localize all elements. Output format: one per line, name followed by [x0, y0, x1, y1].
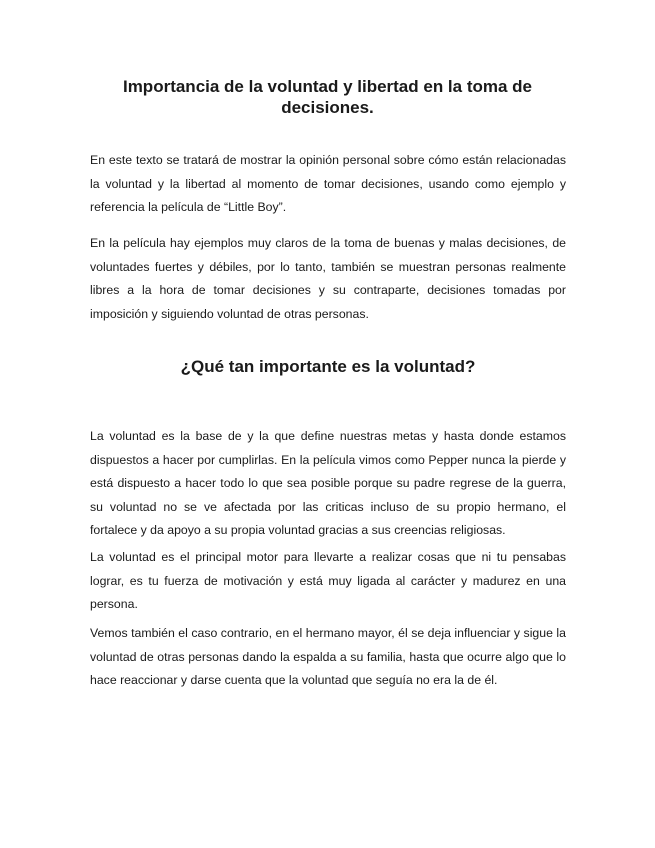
- section-paragraph-3: Vemos también el caso contrario, en el hermano mayor, él se deja influenciar y sigue la voluntad de otras personas dando la espalda a su familia, hasta que ocurre algo que lo hace reaccionar y darse cuenta que la voluntad que seguía no era la de él.: [90, 626, 566, 687]
- section-paragraph-2: La voluntad es el principal motor para llevarte a realizar cosas que ni tu pensabas lograr, es tu fuerza de motivación y está muy ligada al carácter y madurez en una persona.: [90, 550, 566, 611]
- intro-paragraph-1: En este texto se tratará de mostrar la opinión personal sobre cómo están relacionadas la voluntad y la libertad al momento de tomar decisiones, usando como ejemplo y referencia la película de “Little Boy”.: [90, 153, 566, 214]
- intro-paragraph-2: En la película hay ejemplos muy claros de la toma de buenas y malas decisiones, de voluntades fuertes y débiles, por lo tanto, también se muestran personas realmente libres a la hora de tomar decisiones y su contraparte, decisiones tomadas por imposición y siguiendo voluntad de otras personas.: [90, 236, 566, 321]
- section-paragraph-1: La voluntad es la base de y la que define nuestras metas y hasta donde estamos dispuestos a hacer por cumplirlas. En la película vimos como Pepper nunca la pierde y está dispuesto a hacer todo lo que sea posible porque su padre regrese de la guerra, su voluntad no se ve afectada por las criticas incluso de su propio hermano, el fortalece y da apoyo a su propia voluntad gracias a sus creencias religiosas.: [90, 429, 566, 537]
- document-title: Importancia de la voluntad y libertad en la toma de decisiones.: [122, 77, 533, 117]
- section-heading: ¿Qué tan importante es la voluntad?: [180, 357, 476, 376]
